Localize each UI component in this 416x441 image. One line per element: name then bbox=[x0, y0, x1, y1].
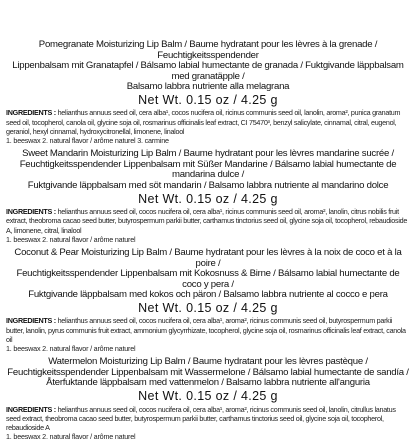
ingredients-heading: INGREDIENTS : bbox=[6, 207, 56, 217]
title-line: Feuchtigkeitsspendender Lippenbalsam mit Süßer Mandarine / Bálsamo labial humectante de mandarina dulce / bbox=[19, 158, 397, 181]
net-weight: Net Wt. 0.15 oz / 4.25 g bbox=[138, 389, 278, 404]
product-block-coconut-pear bbox=[6, 248, 410, 353]
net-weight: Net Wt. 0.15 oz / 4.25 g bbox=[138, 191, 278, 206]
title-line: Återfuktande läppbalsam med vattenmelon / Balsamo labbra nutriente all'anguria bbox=[46, 377, 370, 389]
title-line: Balsamo labbra nutriente alla melagrana bbox=[126, 81, 290, 93]
product-title bbox=[6, 40, 410, 93]
ingredients-list bbox=[6, 405, 410, 433]
product-title bbox=[6, 357, 410, 389]
product-block-pomegranate bbox=[6, 40, 410, 145]
ingredients-text: helianthus annuus seed oil, cocos nucifera oil, cera alba¹, aroma², ricinus communis seed oil, lanolin, citrullus lanatus seed extract, theobroma cacao seed butter, butyrospermum parkii butter, carthamus tinctorius seed oil, glycine soja oil, tocopherol, rebaudioside A bbox=[6, 404, 396, 432]
ingredients-heading: INGREDIENTS : bbox=[6, 108, 56, 118]
ingredient-footnotes: 1. beeswax 2. natural flavor / arôme naturel bbox=[6, 432, 136, 441]
product-title bbox=[6, 248, 410, 301]
product-block-sweet-mandarin bbox=[6, 149, 410, 244]
ingredients-heading: INGREDIENTS : bbox=[6, 316, 56, 326]
ingredients-list bbox=[6, 108, 410, 136]
ingredient-footnotes: 1. beeswax 2. natural flavor / arôme naturel bbox=[6, 344, 136, 354]
ingredients-text: helianthus annuus seed oil, cocos nucifera oil, cera alba¹, aroma², ricinus communis seed oil, butyrospermum parkii butter, lanolin, pyrus communis fruit extract, ammonium glycyrrhizate, tocopherol, glycine soja oil, rosmarinus officinalis leaf extract, canola oil bbox=[6, 316, 406, 344]
product-title bbox=[6, 149, 410, 191]
ingredients-text: helianthus annuus seed oil, cera alba¹, cocos nucifera oil, ricinus communis seed oil, lanolin, aroma², punica granatum seed oil, tocopherol, canola oil, glycine soja oil, rosmarinus officinalis leaf extract, CI 75470³, benzyl salicylate, cinnamal, citral, eugenol, geraniol, hexyl cinnamal, hydroxycitronellal, limonene, linalool bbox=[6, 108, 401, 136]
product-block-watermelon bbox=[6, 357, 410, 441]
net-weight: Net Wt. 0.15 oz / 4.25 g bbox=[138, 92, 278, 107]
title-line: Feuchtigkeitsspendender Lippenbalsam mit Kokosnuss & Birne / Bálsamo labial humectante de coco y pera / bbox=[16, 268, 400, 290]
ingredients-list bbox=[6, 207, 410, 235]
ingredients-list bbox=[6, 316, 410, 344]
net-weight: Net Wt. 0.15 oz / 4.25 g bbox=[138, 300, 278, 315]
ingredient-footnotes: 1. beeswax 2. natural flavor / arôme naturel 3. carmine bbox=[6, 136, 169, 146]
title-line: Pomegranate Moisturizing Lip Balm / Baume hydratant pour les lèvres à la grenade / Feuchtigkeitsspendender bbox=[38, 39, 378, 61]
title-line: Watermelon Moisturizing Lip Balm / Baume hydratant pour les lèvres pastèque / bbox=[48, 356, 368, 368]
title-line: Lippenbalsam mit Granatapfel / Bálsamo labial humectante de granada / Fuktgivande läppbalsam med granatäpple / bbox=[12, 60, 404, 82]
ingredients-heading: INGREDIENTS : bbox=[6, 404, 56, 414]
title-line: Coconut & Pear Moisturizing Lip Balm / Baume hydratant pour les lèvres à la noix de coco et à la poire / bbox=[14, 246, 402, 269]
ingredient-footnotes: 1. beeswax 2. natural flavor / arôme naturel bbox=[6, 234, 136, 244]
title-line: Fuktgivande läppbalsam med söt mandarin / Balsamo labbra nutriente al mandarino dolce bbox=[27, 180, 389, 192]
title-line: Sweet Mandarin Moisturizing Lip Balm / Baume hydratant pour les lèvres mandarine sucrée / bbox=[22, 148, 394, 160]
ingredients-text: helianthus annuus seed oil, cocos nucifera oil, cera alba¹, ricinus communis seed oil, aroma², lanolin, citrus nobilis fruit extract, theobroma cacao seed butter, butyrospermum parkii butter, carthamus tinctorius seed oil, glycine soja oil, tocopherol, rebaudioside A, limonene, citral, linalool bbox=[6, 207, 408, 235]
title-line: Feuchtigkeitsspendender Lippenbalsam mit Wassermelone / Bálsamo labial humectante de sandía / bbox=[7, 366, 409, 378]
title-line: Fuktgivande läppbalsam med kokos och päron / Balsamo labbra nutriente al cocco e pera bbox=[28, 289, 388, 301]
